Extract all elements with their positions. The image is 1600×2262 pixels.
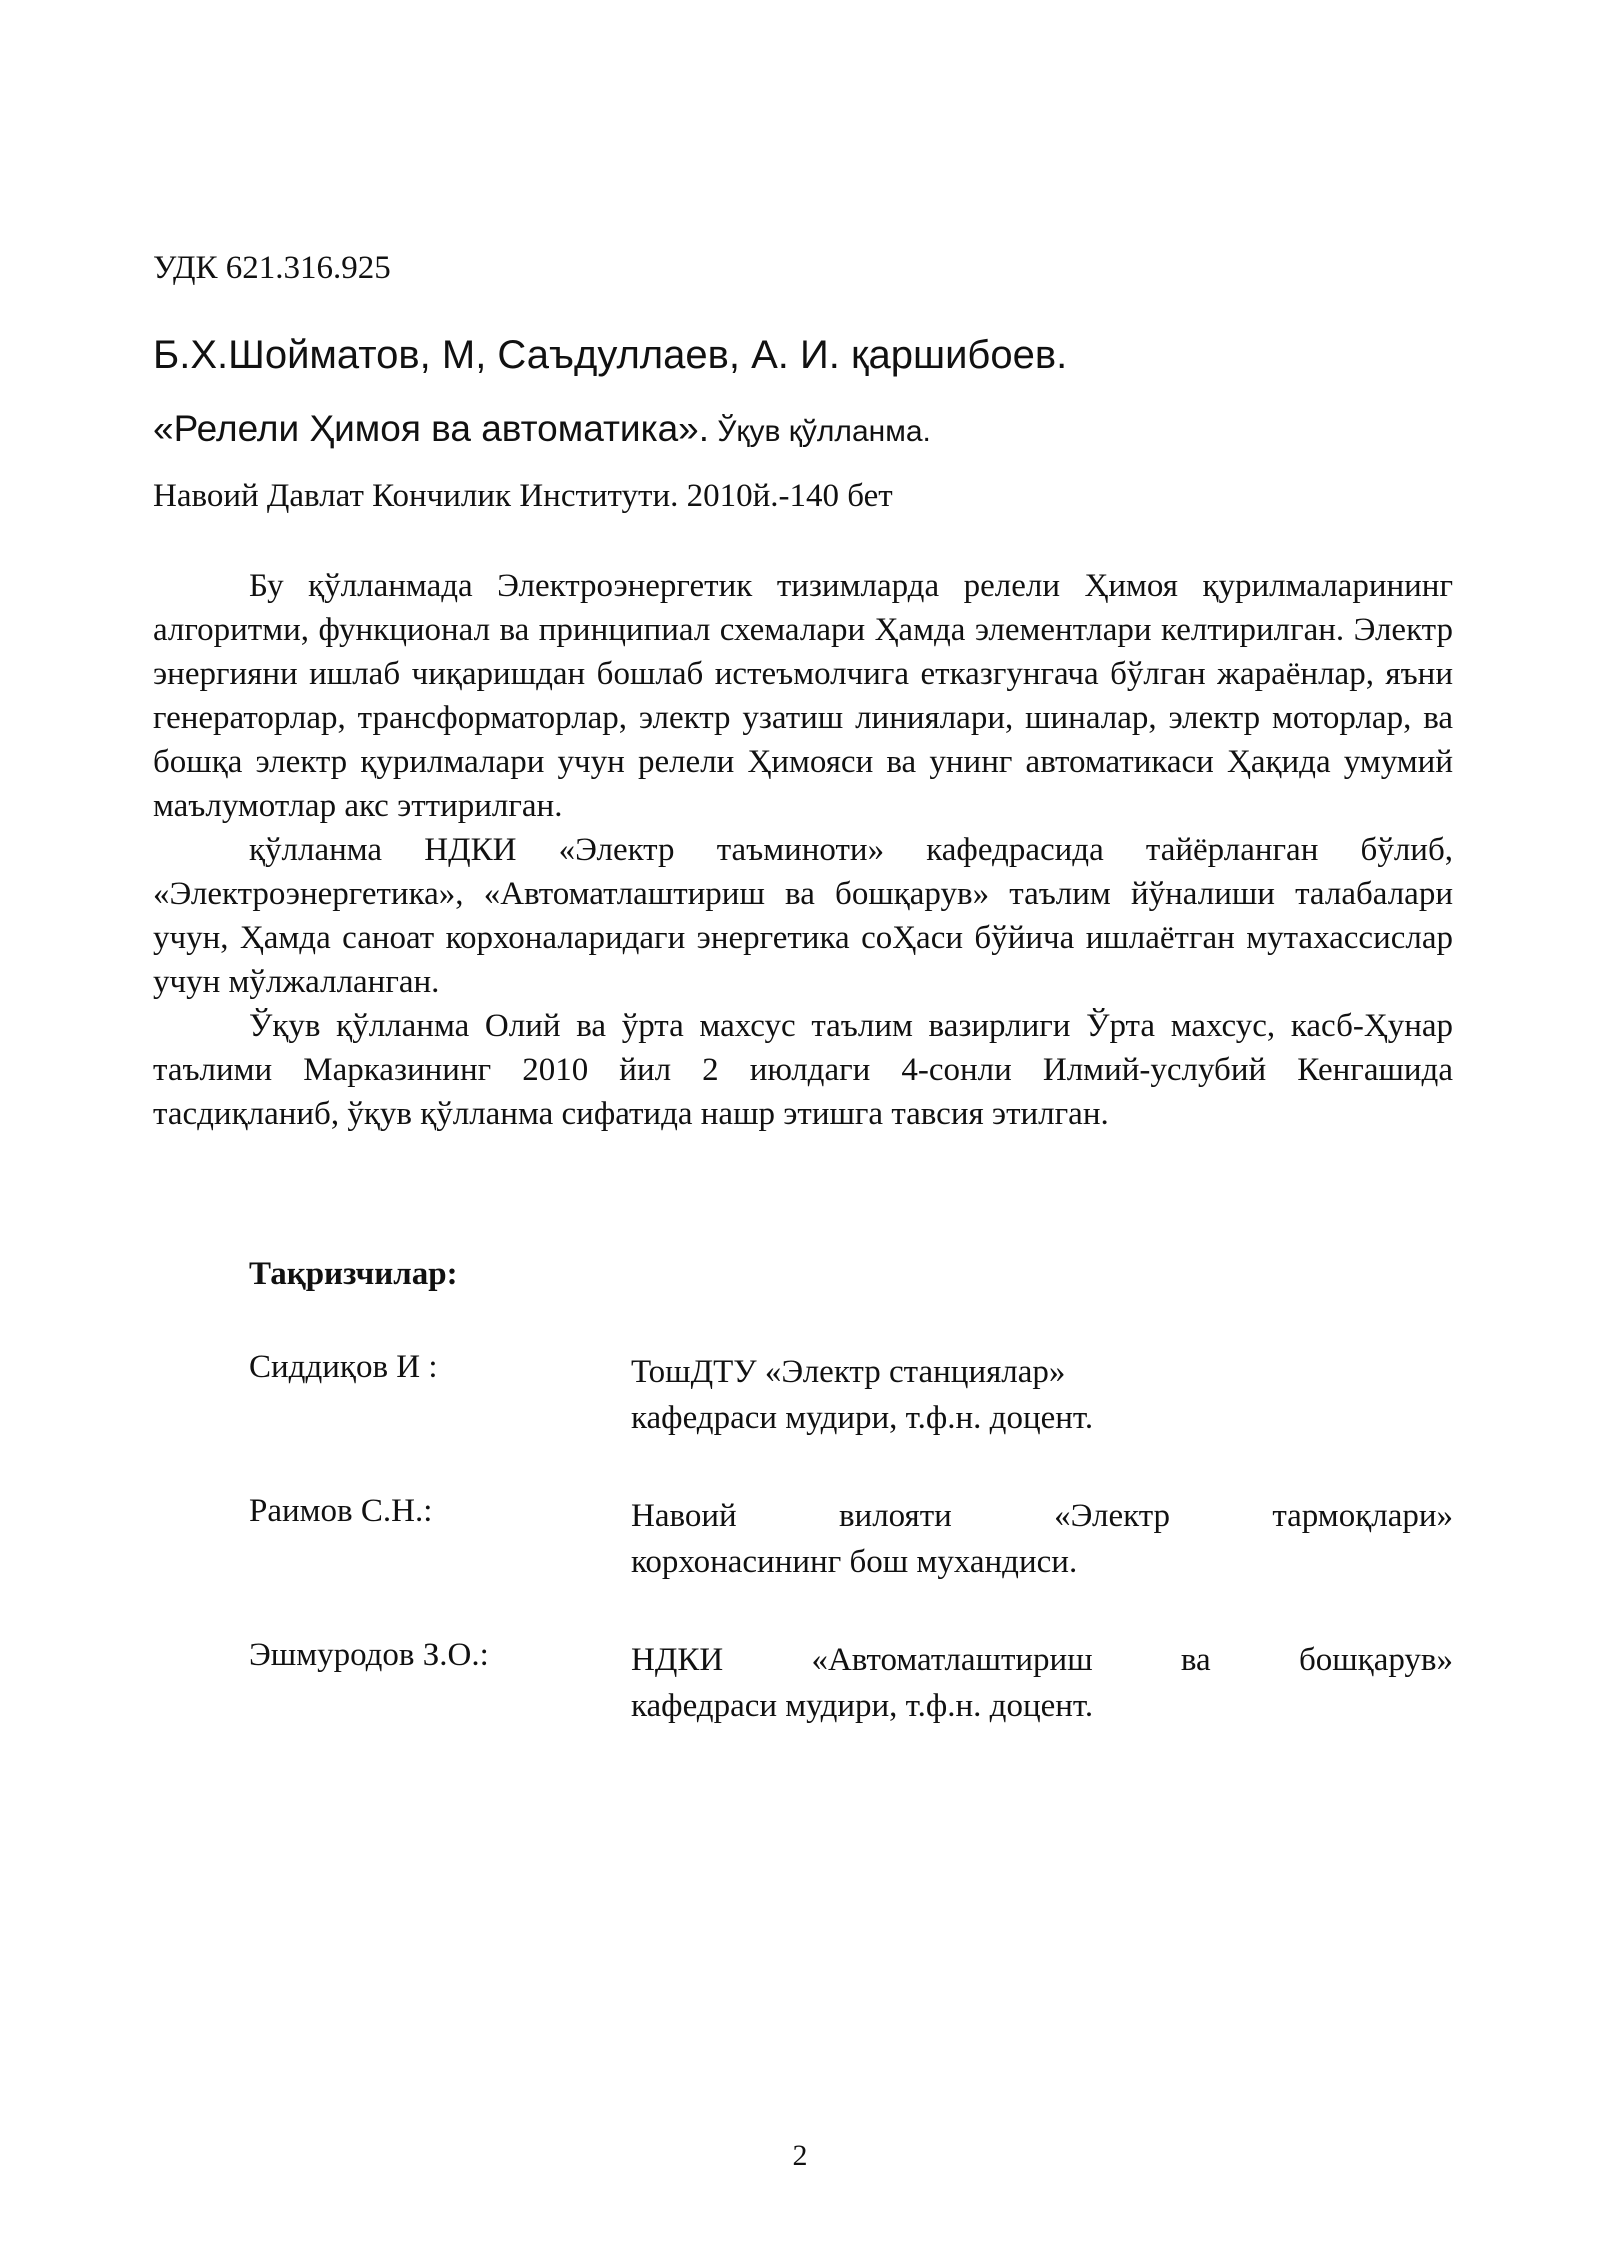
book-title xyxy=(153,408,931,450)
reviewer-affiliation-line: НДКИ «Автоматлаштириш ва бошқарув» xyxy=(631,1642,1453,1678)
reviewer-row xyxy=(249,1637,1453,1729)
reviewer-row xyxy=(249,1493,1453,1585)
abstract-paragraph: Ўқув қўлланма Олий ва ўрта махсус таълим вазирлиги Ўрта махсус, касб-Ҳунар таълими Марказининг 2010 йил 2 июлдаги 4-сонли Илмий-услубий Кенгашида тасдиқланиб, ўқув қўлланма сифатида нашр этишга тавсия этилган. xyxy=(153,1008,1453,1132)
reviewer-affiliation-line: корхонасининг бош мухандиси. xyxy=(631,1544,1078,1580)
reviewer-affiliation xyxy=(631,1349,1453,1441)
page-number: 2 xyxy=(792,2139,808,2172)
reviewer-affiliation-line: Навоий вилояти «Электр тармоқлари» xyxy=(631,1498,1453,1534)
book-title-main: «Релели Ҳимоя ва автоматика». xyxy=(153,408,710,449)
reviewer-affiliation xyxy=(631,1493,1453,1585)
reviewer-name: Эшмуродов З.О.: xyxy=(249,1637,489,1673)
abstract xyxy=(153,564,1453,1136)
reviewer-affiliation xyxy=(631,1637,1453,1729)
reviewer-affiliation-line: кафедраси мудири, т.ф.н. доцент. xyxy=(631,1400,1094,1436)
publisher-info: Навоий Давлат Кончилик Институти. 2010й.-140 бет xyxy=(153,478,893,514)
reviewer-row xyxy=(249,1349,1453,1441)
book-title-sub: Ўқув қўлланма. xyxy=(709,415,931,448)
reviewer-affiliation-line: ТошДТУ «Электр станциялар» xyxy=(631,1354,1066,1390)
reviewers-section xyxy=(249,1256,1453,1781)
udk-code: УДК 621.316.925 xyxy=(153,250,391,286)
authors: Б.Х.Шойматов, М, Саъдуллаев, А. И. қаршибоев. xyxy=(153,333,1068,377)
reviewers-heading: Тақризчилар: xyxy=(249,1256,458,1292)
reviewer-name: Сиддиқов И : xyxy=(249,1349,438,1385)
reviewer-affiliation-line: кафедраси мудири, т.ф.н. доцент. xyxy=(631,1688,1094,1724)
abstract-paragraph: Бу қўлланмада Электроэнергетик тизимларда релели Ҳимоя қурилмаларининг алгоритми, функционал ва принципиал схемалари Ҳамда элементлари келтирилган. Электр энергияни ишлаб чиқаришдан бошлаб истеъмолчига етказгунгача бўлган жараёнлар, яъни генераторлар, трансформаторлар, электр узатиш линиялари, шиналар, электр моторлар, ва бошқа электр қурилмалари учун релели Ҳимояси ва унинг автоматикаси Ҳақида умумий маълумотлар акс эттирилган. xyxy=(153,568,1453,824)
abstract-paragraph: қўлланма НДКИ «Электр таъминоти» кафедрасида тайёрланган бўлиб, «Электроэнергетика», «Автоматлаштириш ва бошқарув» таълим йўналиши талабалари учун, Ҳамда саноат корхоналаридаги энергетика соҲаси бўйича ишлаётган мутахассислар учун мўлжалланган. xyxy=(153,832,1453,1000)
reviewer-name: Раимов С.Н.: xyxy=(249,1493,433,1529)
